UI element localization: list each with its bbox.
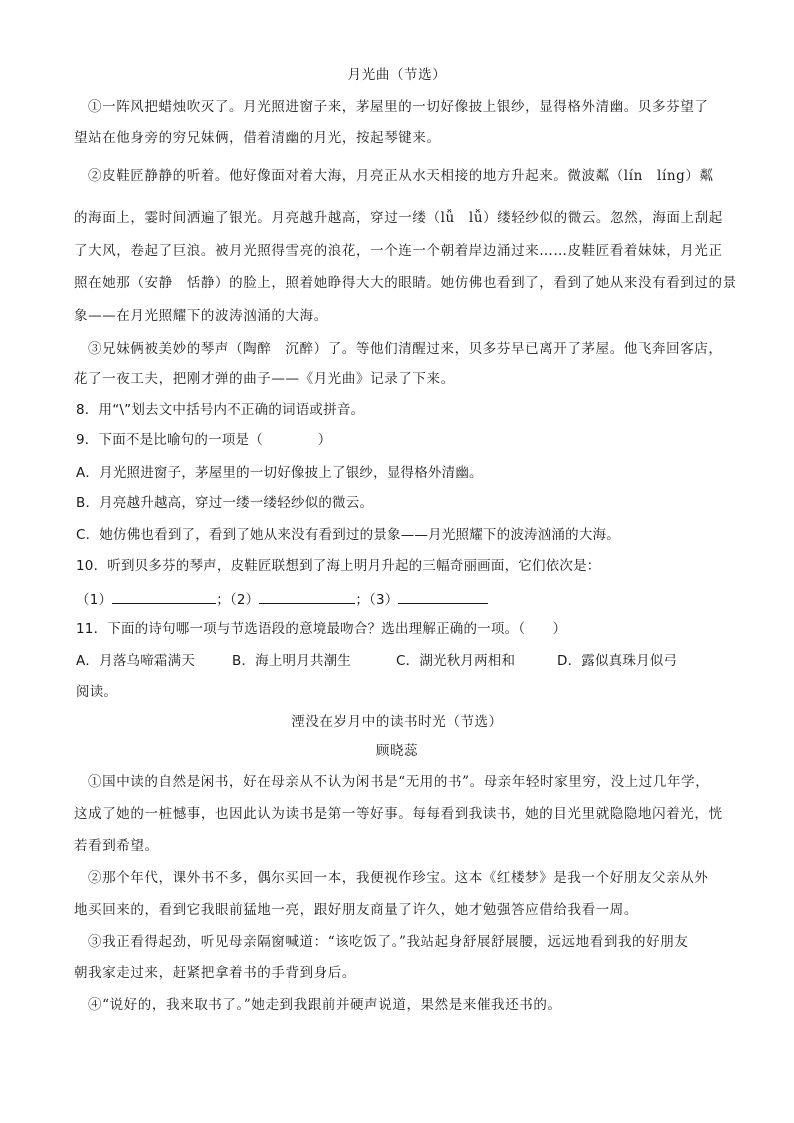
passage-2-title: 湮没在岁月中的读书时光（节选） (291, 714, 503, 730)
blank-1-label: （1） (76, 592, 113, 608)
paragraph-3-line-2: 花了一夜工夫，把刚才弹的曲子——《月光曲》记录了下来。 (74, 371, 455, 387)
paragraph-1-line-2: 望站在他身旁的穷兄妹俩，借着清幽的月光，按起琴键来。 (74, 130, 441, 146)
paragraph-1-line-1: ①一阵风把蜡烛吹灭了。月光照进窗子来，茅屋里的一切好像披上银纱，显得格外清幽。贝多芬望了 (88, 99, 709, 115)
passage-2-paragraph-2-line-2: 地买回来的，看到它我眼前猛地一亮，跟好朋友商量了许久，她才勉强答应借给我看一周。 (74, 902, 638, 918)
blank-2-label: ；（2） (216, 592, 260, 608)
passage-2-paragraph-4-line-1: ④“说好的，我来取书了。”她走到我跟前并硬声说道，果然是来催我还书的。 (88, 997, 562, 1013)
question-8: 8．用“\”划去文中括号内不正确的词语或拼音。 (76, 402, 365, 418)
passage-2-author: 顾晓蕊 (375, 743, 419, 759)
answer-blank-2[interactable] (259, 589, 355, 604)
passage-title: 月光曲（节选） (347, 67, 447, 83)
passage-2-paragraph-1-line-1: ①国中读的自然是闲书，好在母亲从不认为闲书是“无用的书”。母亲年轻时家里穷，没上过几年学， (88, 774, 710, 790)
question-9-option-b: B．月亮越升越高，穿过一缕一缕轻纱似的微云。 (76, 495, 374, 511)
reading-instruction: 阅读。 (76, 684, 118, 700)
paragraph-3-line-1: ③兄妹俩被美妙的琴声（陶醉 沉醉）了。等他们清醒过来，贝多芬早已离开了茅屋。他飞奔回客店， (88, 341, 723, 357)
question-10-blanks (76, 589, 726, 609)
question-11-options (76, 652, 726, 670)
answer-blank-3[interactable] (398, 589, 488, 604)
question-11-option-b: B．海上明月共潮生 (232, 653, 352, 669)
paragraph-2-line-2: 的海面上，霎时间洒遍了银光。月亮越升越高，穿过一缕（lǚ lǚ）缕轻纱似的微云。忽然，海面上刮起 (74, 210, 723, 226)
paragraph-2-line-4: 照在她那（安静 恬静）的脸上，照着她睁得大大的眼睛。她仿佛也看到了，看到了她从来没有看到过的景 (74, 275, 737, 291)
paragraph-2-line-5: 象——在月光照耀下的波涛汹涌的大海。 (74, 308, 328, 324)
question-11-option-d: D．露似真珠月似弓 (557, 653, 678, 669)
question-11: 11．下面的诗句哪一项与节选语段的意境最吻合？选出理解正确的一项。（ ） (76, 621, 567, 637)
question-11-option-a: A．月落乌啼霜满天 (76, 653, 196, 669)
passage-2-paragraph-3-line-2: 朝我家走过来，赶紧把拿着书的手背到身后。 (74, 965, 356, 981)
question-11-option-c: C．湖光秋月两相和 (396, 653, 516, 669)
paragraph-2-line-3: 了大风，卷起了巨浪。被月光照得雪亮的浪花，一个连一个朝着岸边涌过来……皮鞋匠看着妹妹，月光正 (74, 243, 723, 259)
passage-2-paragraph-1-line-3: 若看到希望。 (74, 838, 159, 854)
blank-3-label: ；（3） (355, 592, 399, 608)
question-10: 10．听到贝多芬的琴声，皮鞋匠联想到了海上明月升起的三幅奇丽画面，它们依次是： (76, 558, 601, 574)
passage-2-paragraph-1-line-2: 这成了她的一桩憾事，也因此认为读书是第一等好事。每每看到我读书，她的目光里就隐隐地闪着光，恍 (74, 806, 723, 822)
question-9-option-a: A．月光照进窗子，茅屋里的一切好像披上了银纱，显得格外清幽。 (76, 465, 483, 481)
passage-2-paragraph-3-line-1: ③我正看得起劲，听见母亲隔窗喊道：“该吃饭了。”我站起身舒展舒展腰，远远地看到我的好朋友 (88, 934, 689, 950)
question-9-option-c: C．她仿佛也看到了，看到了她从来没有看到过的景象——月光照耀下的波涛汹涌的大海。 (76, 527, 620, 543)
question-9: 9．下面不是比喻句的一项是（ ） (76, 432, 332, 448)
answer-blank-1[interactable] (112, 589, 216, 604)
paragraph-2-line-1: ②皮鞋匠静静的听着。他好像面对着大海，月亮正从水天相接的地方升起来。微波粼（lín líng）粼 (88, 168, 714, 184)
passage-2-paragraph-2-line-1: ②那个年代，课外书不多，偶尔买回一本，我便视作珍宝。这本《红楼梦》是我一个好朋友父亲从外 (88, 870, 709, 886)
